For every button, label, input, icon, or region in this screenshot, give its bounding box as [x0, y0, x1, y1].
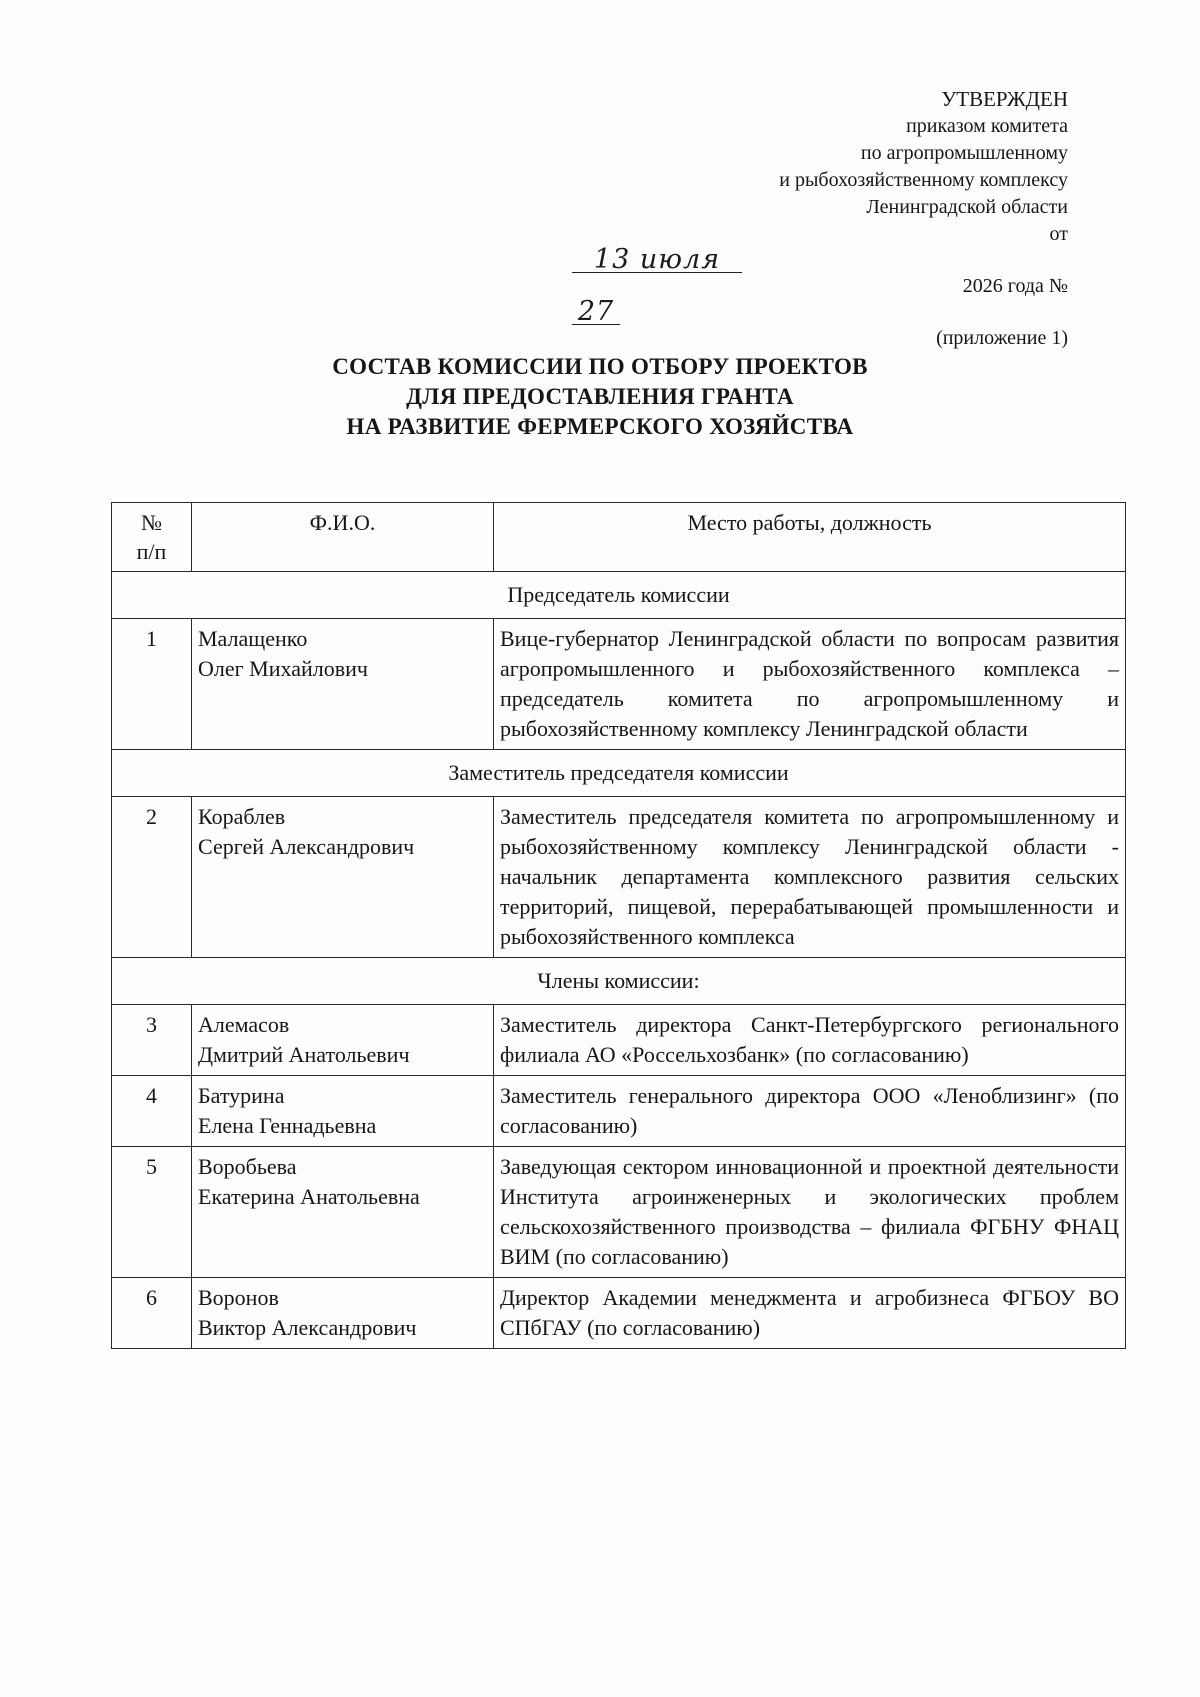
member-position: Директор Академии менеджмента и агробизнеса ФГБОУ ВО СПбГАУ (по согласованию) — [494, 1278, 1126, 1349]
member-position: Заведующая сектором инновационной и проектной деятельности Института агроинженерных и экологических проблем сельскохозяйственного производства – филиала ФГБНУ ФНАЦ ВИМ (по согласованию) — [494, 1147, 1126, 1278]
member-position: Заместитель председателя комитета по агропромышленному и рыбохозяйственному комплексу Ленинградской области - начальник департамента комплексного развития сельских территорий, пищевой, перерабатывающей промышленности и рыбохозяйственного комплекса — [494, 797, 1126, 958]
approval-line: приказом комитета — [906, 115, 1068, 137]
section-row-members — [112, 958, 1126, 1005]
approval-stamp — [568, 86, 1068, 352]
appendix-label: (приложение 1) — [936, 327, 1068, 349]
commission-table — [111, 502, 1126, 1349]
row-number: 5 — [112, 1147, 192, 1278]
row-number: 6 — [112, 1278, 192, 1349]
row-number: 2 — [112, 797, 192, 958]
member-given-names: Дмитрий Анатольевич — [198, 1042, 410, 1067]
member-name — [192, 619, 494, 750]
table-header-row — [112, 503, 1126, 572]
member-surname: Алемасов — [198, 1012, 290, 1037]
year-text: 2026 года № — [962, 275, 1068, 297]
member-surname: Малащенко — [198, 626, 308, 651]
title-line: ДЛЯ ПРЕДОСТАВЛЕНИЯ ГРАНТА — [406, 384, 794, 409]
approval-heading: УТВЕРЖДЕН — [941, 87, 1068, 111]
table-row — [112, 1005, 1126, 1076]
member-surname: Кораблев — [198, 804, 286, 829]
member-given-names: Сергей Александрович — [198, 834, 415, 859]
approval-line: Ленинградской области — [866, 196, 1068, 218]
member-surname: Воробьева — [198, 1154, 297, 1179]
table-row — [112, 1147, 1126, 1278]
member-surname: Батурина — [198, 1083, 285, 1108]
section-row-chairman — [112, 572, 1126, 619]
table-row — [112, 619, 1126, 750]
member-name — [192, 1005, 494, 1076]
table-row — [112, 797, 1126, 958]
member-given-names: Елена Геннадьевна — [198, 1113, 377, 1138]
section-label: Заместитель председателя комиссии — [112, 750, 1126, 797]
member-position: Вице-губернатор Ленинградской области по вопросам развития агропромышленного и рыбохозяйственного комплекса – председатель комитета по агропромышленному и рыбохозяйственному комплексу Ленинградской области — [494, 619, 1126, 750]
table-row — [112, 1076, 1126, 1147]
approval-line: и рыбохозяйственному комплексу — [779, 169, 1068, 191]
member-given-names: Виктор Александрович — [198, 1315, 417, 1340]
member-position: Заместитель генерального директора ООО «Леноблизинг» (по согласованию) — [494, 1076, 1126, 1147]
member-surname: Воронов — [198, 1285, 279, 1310]
date-prefix: от — [1049, 223, 1068, 245]
row-number: 4 — [112, 1076, 192, 1147]
row-number: 3 — [112, 1005, 192, 1076]
member-name — [192, 1147, 494, 1278]
header-fio: Ф.И.О. — [192, 503, 494, 572]
section-label: Члены комиссии: — [112, 958, 1126, 1005]
handwritten-order-number: 27 — [572, 300, 620, 325]
member-name — [192, 1076, 494, 1147]
header-number-sign: № — [141, 510, 162, 535]
section-row-deputy — [112, 750, 1126, 797]
member-position: Заместитель директора Санкт-Петербургского регионального филиала АО «Россельхозбанк» (по согласованию) — [494, 1005, 1126, 1076]
approval-line: по агропромышленному — [860, 142, 1068, 164]
table-row — [112, 1278, 1126, 1349]
header-number — [112, 503, 192, 572]
section-label: Председатель комиссии — [112, 572, 1126, 619]
document-title — [0, 352, 1200, 442]
handwritten-date: 13 июля — [572, 248, 742, 273]
title-line: СОСТАВ КОМИССИИ ПО ОТБОРУ ПРОЕКТОВ — [332, 354, 868, 379]
row-number: 1 — [112, 619, 192, 750]
member-given-names: Олег Михайлович — [198, 656, 368, 681]
header-position: Место работы, должность — [494, 503, 1126, 572]
header-number-pp: п/п — [136, 539, 167, 564]
title-line: НА РАЗВИТИЕ ФЕРМЕРСКОГО ХОЗЯЙСТВА — [346, 414, 854, 439]
member-given-names: Екатерина Анатольевна — [198, 1184, 420, 1209]
member-name — [192, 797, 494, 958]
member-name — [192, 1278, 494, 1349]
approval-date-line — [568, 221, 1068, 325]
